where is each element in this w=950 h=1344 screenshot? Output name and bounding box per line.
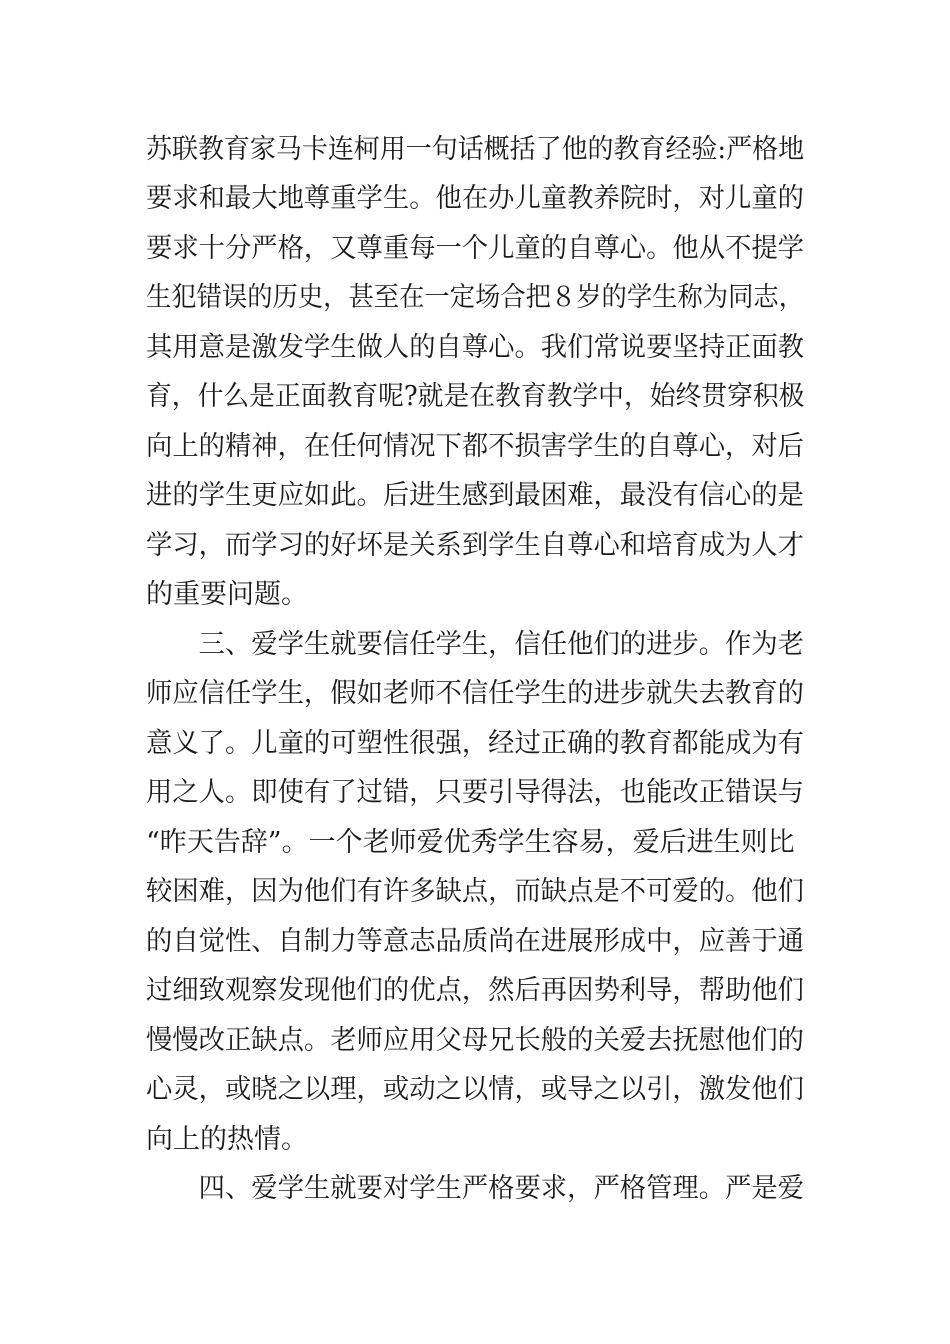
text-line: 师应信任学生，假如老师不信任学生的进步就失去教育的 xyxy=(146,678,804,709)
text-line: “昨天告辞”。一个老师爱优秀学生容易，爱后进生则比 xyxy=(146,827,795,858)
text-line: 四、爱学生就要对学生严格要求，严格管理。严是爱 xyxy=(146,1173,804,1204)
text-line: 向上的精神，在任何情况下都不损害学生的自尊心，对后 xyxy=(146,431,804,462)
text-line: 的重要问题。 xyxy=(146,579,308,610)
text-line: 要求和最大地尊重学生。他在办儿童教养院时，对儿童的 xyxy=(146,183,804,214)
text-line: 其用意是激发学生做人的自尊心。我们常说要坚持正面教 xyxy=(146,332,804,363)
text-line: 的自觉性、自制力等意志品质尚在进展形成中，应善于通 xyxy=(146,926,804,957)
text-line: 育，什么是正面教育呢?就是在教育教学中，始终贯穿积极 xyxy=(146,381,805,412)
text-line: 向上的热情。 xyxy=(146,1124,308,1155)
text-line: 进的学生更应如此。后进生感到最困难，最没有信心的是 xyxy=(146,480,804,511)
text-line: 苏联教育家马卡连柯用一句话概括了他的教育经验:严格地 xyxy=(146,134,805,165)
text-line: 较困难，因为他们有许多缺点，而缺点是不可爱的。他们 xyxy=(146,876,804,907)
text-line: 学习，而学习的好坏是关系到学生自尊心和培育成为人才 xyxy=(146,530,804,561)
text-line: 生犯错误的历史，甚至在一定场合把８岁的学生称为同志， xyxy=(146,282,804,313)
text-line: 用之人。即使有了过错，只要引导得法，也能改正错误与 xyxy=(146,777,804,808)
text-line: 意义了。儿童的可塑性很强，经过正确的教育都能成为有 xyxy=(146,728,804,759)
text-line: 三、爱学生就要信任学生，信任他们的进步。作为老 xyxy=(146,629,804,660)
text-line: 要求十分严格，又尊重每一个儿童的自尊心。他从不提学 xyxy=(146,233,804,264)
text-line: 过细致观察发现他们的优点，然后再因势利导，帮助他们 xyxy=(146,975,804,1006)
text-line: 慢慢改正缺点。老师应用父母兄长般的关爱去抚慰他们的 xyxy=(146,1025,804,1056)
text-line: 心灵，或晓之以理，或动之以情，或导之以引，激发他们 xyxy=(146,1074,804,1105)
